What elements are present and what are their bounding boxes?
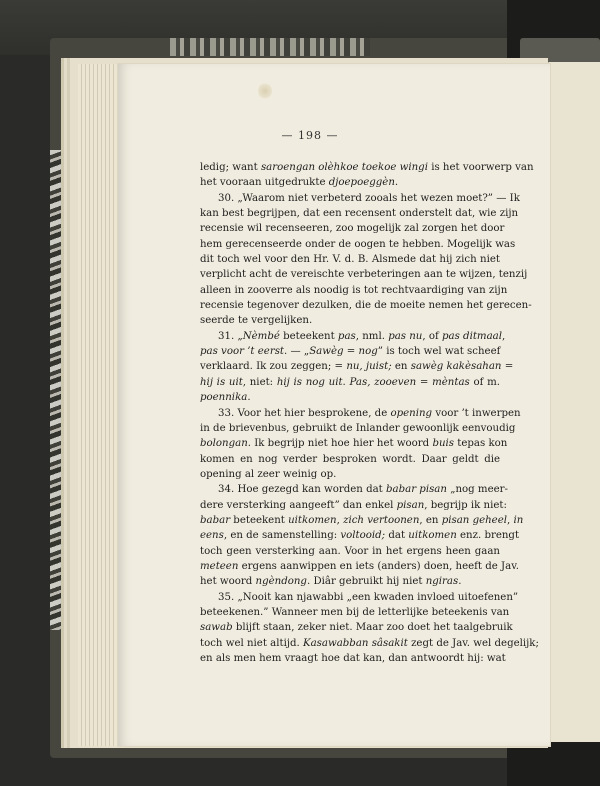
text-run: het vooraan uitgedrukte — [200, 177, 329, 189]
text-run: beteekenen.” Wanneer men bij de letterlijke beteekenis van — [200, 606, 510, 618]
italic-text: djoepoeggèn — [328, 177, 395, 189]
italic-text: uitkomen — [288, 514, 337, 526]
text-line — [200, 559, 519, 574]
text-run: , nml. — [355, 330, 389, 342]
text-run: dit toch wel voor den Hr. V. d. B. Alsmede dat hij zich niet — [200, 254, 500, 266]
italic-text: hij is nog uit — [276, 376, 343, 388]
text-run: dere versterking aangeeft” dan enkel — [200, 499, 397, 511]
text-run: en als men hem vraagt hoe dat kan, dan antwoordt hij: wat — [200, 653, 506, 664]
text-run: . — [247, 392, 251, 404]
italic-text: nu, juist; — [346, 361, 392, 373]
text-line — [200, 590, 519, 605]
text-run: kan best begrijpen, dat een recensent onderstelt dat, wie zijn — [200, 208, 519, 220]
text-run: , — [507, 514, 514, 526]
italic-text: in — [513, 514, 524, 526]
text-run: hem gerecenseerde onder de oogen te hebben. Mogelijk was — [200, 238, 516, 250]
italic-text: bolongan — [200, 438, 248, 450]
text-run: , niet: — [242, 376, 277, 388]
italic-text: ngèndong — [255, 576, 307, 588]
text-line — [200, 452, 500, 467]
italic-text: ngiras — [425, 576, 459, 588]
text-line — [200, 206, 519, 221]
text-run: toch geen versterking aan. Voor in het ergens heen gaan — [200, 545, 500, 557]
text-run: seerde te vergelijken. — [200, 315, 313, 327]
text-run: . — [394, 177, 399, 189]
text-line — [200, 375, 500, 390]
italic-text: Sawèg — [309, 346, 344, 358]
text-run: toch wel niet altijd. — [200, 637, 303, 649]
italic-text: pas voor ’t eerst — [200, 346, 285, 358]
italic-text: sawèg kakèsahan — [410, 361, 502, 373]
italic-text: uitkomen — [408, 530, 457, 542]
text-run: . — „ — [284, 346, 310, 358]
text-run: , en de samenstelling: — [223, 530, 341, 542]
text-run: , — [336, 514, 344, 526]
italic-text: pisan — [396, 499, 425, 511]
text-run: en — [391, 361, 411, 373]
italic-text: pas ditmaal — [442, 330, 503, 342]
text-run: , — [502, 330, 506, 342]
text-run: = — [416, 376, 433, 388]
italic-text: Kasawabban sâsakit — [303, 637, 408, 649]
text-line — [200, 191, 520, 206]
text-line — [200, 436, 508, 451]
text-line — [200, 390, 500, 405]
text-run: 35. „Nooit kan njawabbi „een kwaden invloed uitoefenen” — [218, 591, 519, 603]
text-run: komen en nog verder besproken wordt. Daar geldt die — [200, 453, 500, 465]
italic-text: pisan geheel — [441, 514, 507, 526]
italic-text: Nèmbé — [242, 330, 280, 342]
text-run: dat — [385, 530, 409, 542]
italic-text: saroengan olèhkoe toekoe wingi — [260, 162, 428, 173]
cover-marbling — [170, 38, 370, 56]
page-text — [200, 160, 539, 666]
text-run: blijft staan, zeker niet. Maar zoo doet het taalgebruik — [232, 622, 513, 634]
italic-text: sawab — [200, 622, 233, 634]
text-run: , en — [419, 514, 442, 526]
italic-text: pas — [337, 330, 356, 342]
text-run: 34. Hoe gezegd kan worden dat — [218, 484, 386, 496]
text-line — [200, 498, 507, 513]
text-line — [200, 252, 500, 267]
text-run: tepas kon — [454, 438, 508, 450]
text-run: = — [501, 361, 514, 373]
text-run: zegt de Jav. wel degelijk; — [407, 637, 539, 649]
text-run: verplicht acht de vereischte verbeteringen aan te wijzen, tenzij — [200, 269, 528, 281]
italic-text: nog — [358, 346, 378, 358]
italic-text: buis — [432, 438, 455, 450]
text-run: beteekent — [230, 514, 289, 526]
text-line — [200, 406, 521, 421]
text-run: . Ik begrijp niet hoe hier het woord — [247, 438, 433, 450]
paper-stain — [258, 82, 272, 100]
text-run: . — [342, 376, 350, 388]
text-run: recensie wil recenseeren, zoo mogelijk zal zorgen het door — [200, 223, 505, 235]
text-line — [200, 605, 510, 620]
text-line — [200, 574, 500, 589]
text-run: is het voorwerp van — [427, 162, 534, 173]
text-run: recensie tegenover dezulken, die de moeite nemen het gerecen- — [200, 300, 532, 312]
text-line — [200, 313, 500, 328]
italic-text: hij is uit — [200, 376, 243, 388]
text-run: , begrijp ik niet: — [424, 499, 507, 511]
text-line — [200, 636, 539, 651]
text-line — [200, 237, 516, 252]
text-line — [200, 359, 514, 374]
italic-text: opening — [390, 407, 433, 419]
italic-text: zich vertoonen — [343, 514, 420, 526]
italic-text: voltooid; — [340, 530, 386, 542]
text-run: alleen in zooverre als noodig is tot rechtvaardiging van zijn — [200, 284, 508, 296]
text-line — [200, 528, 520, 543]
text-run: voor ’t inwerpen — [432, 407, 521, 419]
text-line — [200, 513, 524, 528]
italic-text: pas nu — [388, 330, 423, 342]
italic-text: Pas, zooeven — [349, 376, 417, 388]
facing-page-edge — [548, 62, 600, 742]
italic-text: poennika — [200, 392, 248, 404]
italic-text: babar pisan — [386, 484, 447, 496]
text-run: of m. — [469, 376, 500, 388]
text-line — [200, 283, 508, 298]
endpaper-marbling — [50, 150, 72, 630]
text-line — [200, 651, 506, 666]
italic-text: babar — [200, 514, 231, 526]
page-number: — 198 — — [281, 129, 339, 142]
text-line — [200, 482, 508, 497]
text-run: . — [458, 576, 462, 588]
italic-text: eens — [200, 530, 224, 542]
text-line — [200, 467, 500, 482]
text-line — [200, 221, 505, 236]
text-line — [200, 160, 534, 175]
text-line — [200, 344, 500, 359]
text-run: enz. brengt — [456, 530, 520, 542]
text-run: = — [343, 346, 359, 358]
text-line — [200, 421, 516, 436]
text-run: het woord — [200, 576, 256, 588]
text-run: ” is toch wel wat scheef — [377, 346, 501, 358]
text-line — [200, 620, 513, 635]
text-run: , of — [422, 330, 442, 342]
italic-text: meteen — [200, 560, 239, 572]
text-run: verklaard. Ik zou zeggen; = — [200, 361, 347, 373]
italic-text: mèntas — [432, 376, 470, 388]
text-line — [200, 329, 506, 344]
text-run: 33. Voor het hier besprokene, de — [218, 407, 391, 419]
text-run: 30. „Waarom niet verbeterd zooals het wezen moet?” — Ik — [218, 192, 520, 204]
text-line — [200, 175, 500, 190]
text-run: in de brievenbus, gebruikt de Inlander gewoonlijk eenvoudig — [200, 422, 516, 434]
text-run: 31. „ — [218, 330, 243, 342]
page-edges — [78, 64, 118, 746]
text-run: beteekent — [279, 330, 338, 342]
text-run: ergens aanwippen en iets (anders) doen, heeft de Jav. — [238, 560, 519, 572]
text-line — [200, 298, 532, 313]
text-run: ledig; want — [200, 162, 261, 173]
text-run: opening al zeer weinig op. — [200, 468, 337, 480]
text-line — [200, 544, 500, 559]
text-line — [200, 267, 528, 282]
text-run: „nog meer- — [446, 484, 508, 496]
text-run: . Diâr gebruikt hij niet — [306, 576, 426, 588]
